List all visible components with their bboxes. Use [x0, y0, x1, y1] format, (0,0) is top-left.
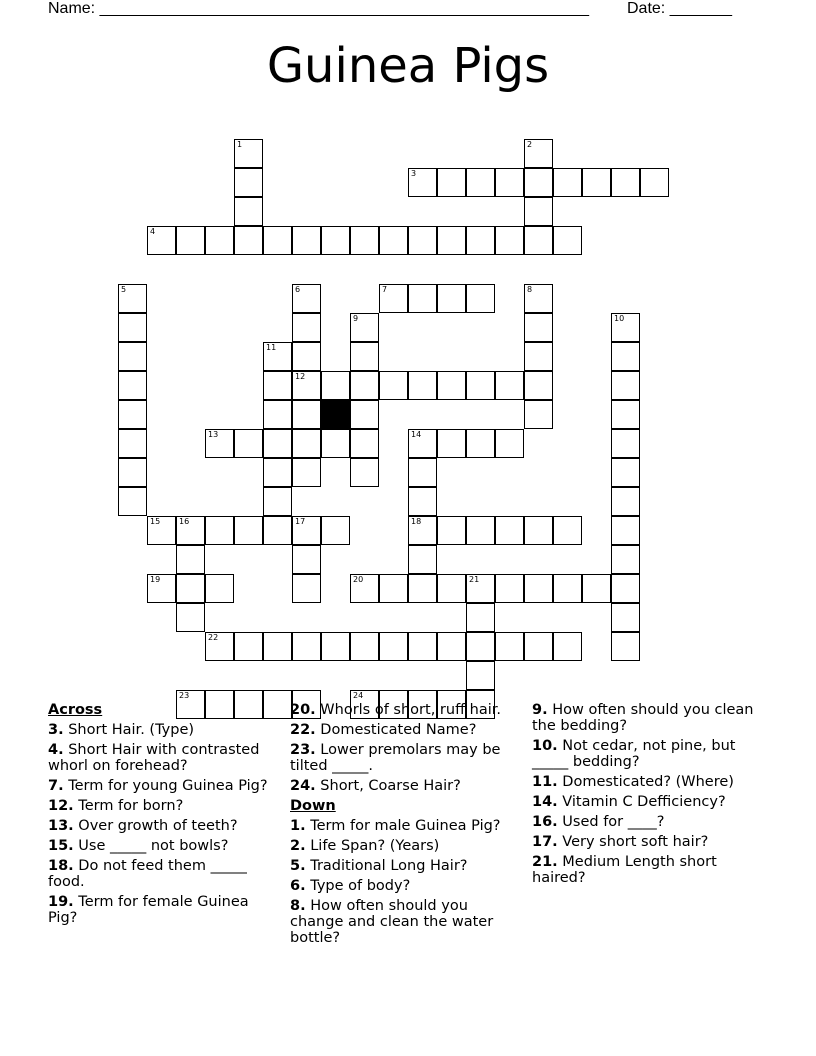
- grid-cell[interactable]: [524, 197, 553, 226]
- grid-cell[interactable]: [437, 574, 466, 603]
- down-clue: [532, 854, 768, 886]
- grid-cell[interactable]: [147, 226, 176, 255]
- grid-cell[interactable]: [524, 574, 553, 603]
- down-clue-list-continued: [532, 702, 768, 886]
- grid-cell[interactable]: [611, 342, 640, 371]
- across-clue: [290, 722, 522, 738]
- grid-cell[interactable]: [292, 371, 321, 400]
- grid-cell[interactable]: [118, 313, 147, 342]
- clue-number: 10: [614, 314, 625, 323]
- clue-number-label: 11.: [532, 774, 558, 790]
- grid-cell[interactable]: [524, 516, 553, 545]
- grid-cell[interactable]: [495, 226, 524, 255]
- clue-text: Term for born?: [73, 798, 184, 814]
- grid-cell[interactable]: [524, 168, 553, 197]
- grid-cell[interactable]: [263, 487, 292, 516]
- grid-cell[interactable]: [350, 342, 379, 371]
- grid-cell[interactable]: [234, 226, 263, 255]
- grid-cell[interactable]: [379, 632, 408, 661]
- clue-text: Lower premolars may be tilted _____.: [290, 742, 501, 774]
- grid-cell[interactable]: [437, 516, 466, 545]
- grid-cell[interactable]: [118, 400, 147, 429]
- clue-text: Not cedar, not pine, but _____ bedding?: [532, 738, 736, 770]
- grid-cell[interactable]: [263, 371, 292, 400]
- clue-number-label: 8.: [290, 898, 306, 914]
- clue-text: Domesticated? (Where): [557, 774, 734, 790]
- grid-cell[interactable]: [205, 632, 234, 661]
- clue-number-label: 18.: [48, 858, 74, 874]
- grid-cell[interactable]: [466, 168, 495, 197]
- grid-cell[interactable]: [437, 371, 466, 400]
- clue-number-label: 5.: [290, 858, 306, 874]
- clue-number-label: 22.: [290, 722, 316, 738]
- grid-cell[interactable]: [350, 574, 379, 603]
- clue-number-label: 4.: [48, 742, 64, 758]
- grid-cell[interactable]: [118, 458, 147, 487]
- clue-number: 2: [527, 140, 533, 149]
- across-clue-list: [48, 722, 280, 926]
- grid-cell[interactable]: [495, 429, 524, 458]
- clue-number-label: 24.: [290, 778, 316, 794]
- clue-number: 1: [237, 140, 243, 149]
- grid-cell[interactable]: [292, 284, 321, 313]
- clue-number-label: 16.: [532, 814, 558, 830]
- grid-cell[interactable]: [437, 429, 466, 458]
- across-clue: [290, 778, 522, 794]
- clue-number: 24: [353, 691, 364, 700]
- across-clue-list-continued: [290, 702, 522, 794]
- grid-cell[interactable]: [176, 516, 205, 545]
- grid-cell[interactable]: [408, 284, 437, 313]
- grid-cell[interactable]: [466, 661, 495, 690]
- clue-number: 14: [411, 430, 422, 439]
- clue-number: 9: [353, 314, 359, 323]
- grid-cell[interactable]: [611, 429, 640, 458]
- clue-text: Used for ____?: [557, 814, 665, 830]
- grid-cell[interactable]: [466, 574, 495, 603]
- grid-cell[interactable]: [495, 632, 524, 661]
- clues-column-2: [290, 702, 522, 950]
- grid-cell[interactable]: [321, 371, 350, 400]
- clue-text: Term for male Guinea Pig?: [305, 818, 501, 834]
- grid-cell[interactable]: [234, 197, 263, 226]
- grid-cell[interactable]: [292, 516, 321, 545]
- grid-cell[interactable]: [350, 371, 379, 400]
- clue-number: 8: [527, 285, 533, 294]
- grid-cell[interactable]: [582, 574, 611, 603]
- clue-number: 6: [295, 285, 301, 294]
- clues-column-3: [532, 702, 768, 890]
- grid-cell[interactable]: [292, 342, 321, 371]
- grid-cell[interactable]: [524, 371, 553, 400]
- grid-cell[interactable]: [176, 226, 205, 255]
- grid-cell[interactable]: [292, 400, 321, 429]
- grid-cell[interactable]: [611, 371, 640, 400]
- grid-cell[interactable]: [553, 516, 582, 545]
- clue-number-label: 9.: [532, 702, 548, 718]
- across-clue: [48, 778, 280, 794]
- grid-cell[interactable]: [611, 458, 640, 487]
- grid-cell[interactable]: [292, 226, 321, 255]
- clue-number: 23: [179, 691, 190, 700]
- grid-cell[interactable]: [408, 632, 437, 661]
- grid-cell[interactable]: [611, 168, 640, 197]
- grid-cell[interactable]: [437, 632, 466, 661]
- down-clue: [532, 834, 768, 850]
- clue-number-label: 3.: [48, 722, 64, 738]
- grid-cell[interactable]: [408, 429, 437, 458]
- grid-cell[interactable]: [408, 545, 437, 574]
- grid-cell[interactable]: [292, 313, 321, 342]
- clues-column-1: [48, 702, 280, 930]
- clue-text: Term for female Guinea Pig?: [48, 894, 249, 926]
- grid-cell[interactable]: [524, 400, 553, 429]
- grid-cell[interactable]: [176, 603, 205, 632]
- clue-number: 19: [150, 575, 161, 584]
- grid-cell[interactable]: [611, 400, 640, 429]
- grid-cell[interactable]: [611, 603, 640, 632]
- grid-cell[interactable]: [263, 632, 292, 661]
- clue-number: 4: [150, 227, 156, 236]
- grid-cell[interactable]: [234, 168, 263, 197]
- across-clue: [290, 742, 522, 774]
- clue-text: Medium Length short haired?: [532, 854, 717, 886]
- name-line[interactable]: Name: _______________________________________________________: [48, 0, 589, 17]
- grid-cell[interactable]: [147, 574, 176, 603]
- grid-cell[interactable]: [321, 516, 350, 545]
- grid-cell[interactable]: [205, 574, 234, 603]
- down-clue: [290, 898, 522, 946]
- grid-cell[interactable]: [611, 313, 640, 342]
- across-clue: [48, 722, 280, 738]
- grid-cell[interactable]: [263, 458, 292, 487]
- grid-cell[interactable]: [466, 226, 495, 255]
- clue-number-label: 2.: [290, 838, 306, 854]
- grid-cell[interactable]: [524, 226, 553, 255]
- grid-cell[interactable]: [582, 168, 611, 197]
- clue-number-label: 13.: [48, 818, 74, 834]
- grid-cell[interactable]: [524, 284, 553, 313]
- grid-cell[interactable]: [292, 458, 321, 487]
- grid-cell[interactable]: [379, 284, 408, 313]
- clue-number: 16: [179, 517, 190, 526]
- clue-text: How often should you change and clean the water bottle?: [290, 898, 494, 946]
- grid-cell[interactable]: [466, 632, 495, 661]
- grid-cell[interactable]: [205, 226, 234, 255]
- grid-cell[interactable]: [553, 632, 582, 661]
- across-clue: [290, 702, 522, 718]
- clue-text: Domesticated Name?: [315, 722, 477, 738]
- grid-cell[interactable]: [466, 429, 495, 458]
- across-clue: [48, 894, 280, 926]
- grid-cell[interactable]: [292, 632, 321, 661]
- down-clue: [532, 702, 768, 734]
- clue-text: Short Hair. (Type): [63, 722, 195, 738]
- down-clue: [532, 814, 768, 830]
- grid-cell[interactable]: [379, 371, 408, 400]
- grid-cell[interactable]: [408, 168, 437, 197]
- grid-cell[interactable]: [118, 342, 147, 371]
- clue-text: Vitamin C Defficiency?: [557, 794, 726, 810]
- grid-cell[interactable]: [611, 516, 640, 545]
- clue-number-label: 19.: [48, 894, 74, 910]
- clue-number-label: 21.: [532, 854, 558, 870]
- grid-cell[interactable]: [350, 429, 379, 458]
- grid-cell[interactable]: [611, 632, 640, 661]
- down-clue: [290, 878, 522, 894]
- down-clue: [290, 858, 522, 874]
- down-heading: Down: [290, 798, 336, 814]
- clue-text: How often should you clean the bedding?: [532, 702, 754, 734]
- clue-text: Do not feed them _____ food.: [48, 858, 247, 890]
- grid-cell[interactable]: [553, 168, 582, 197]
- clue-number-label: 14.: [532, 794, 558, 810]
- across-clue: [48, 818, 280, 834]
- clue-number: 5: [121, 285, 127, 294]
- grid-cell[interactable]: [466, 284, 495, 313]
- grid-cell[interactable]: [263, 429, 292, 458]
- clue-text: Whorls of short, ruff hair.: [315, 702, 502, 718]
- grid-cell[interactable]: [234, 516, 263, 545]
- clue-number: 15: [150, 517, 161, 526]
- clue-number-label: 12.: [48, 798, 74, 814]
- grid-cell[interactable]: [495, 371, 524, 400]
- grid-cell[interactable]: [437, 168, 466, 197]
- clue-text: Use _____ not bowls?: [73, 838, 229, 854]
- grid-cell[interactable]: [495, 168, 524, 197]
- grid-cell[interactable]: [466, 371, 495, 400]
- clue-number: 22: [208, 633, 219, 642]
- clue-number: 11: [266, 343, 277, 352]
- grid-cell[interactable]: [408, 226, 437, 255]
- grid-cell[interactable]: [176, 545, 205, 574]
- grid-cell[interactable]: [379, 574, 408, 603]
- grid-cell[interactable]: [495, 574, 524, 603]
- grid-cell[interactable]: [234, 429, 263, 458]
- grid-cell[interactable]: [611, 545, 640, 574]
- clue-text: Life Span? (Years): [305, 838, 440, 854]
- grid-cell[interactable]: [524, 139, 553, 168]
- down-clue: [290, 818, 522, 834]
- clue-number: 17: [295, 517, 306, 526]
- clue-text: Short Hair with contrasted whorl on forehead?: [48, 742, 260, 774]
- clue-number-label: 15.: [48, 838, 74, 854]
- clue-text: Short, Coarse Hair?: [315, 778, 461, 794]
- across-clue: [48, 742, 280, 774]
- grid-cell[interactable]: [292, 545, 321, 574]
- grid-cell[interactable]: [321, 429, 350, 458]
- grid-cell[interactable]: [263, 400, 292, 429]
- across-clue: [48, 858, 280, 890]
- grid-cell[interactable]: [176, 574, 205, 603]
- grid-cell[interactable]: [350, 313, 379, 342]
- clue-number-label: 1.: [290, 818, 306, 834]
- black-cell: [321, 400, 350, 429]
- grid-cell[interactable]: [205, 516, 234, 545]
- grid-cell[interactable]: [408, 487, 437, 516]
- clue-text: Very short soft hair?: [557, 834, 709, 850]
- grid-cell[interactable]: [118, 487, 147, 516]
- clue-text: Term for young Guinea Pig?: [63, 778, 268, 794]
- across-heading: Across: [48, 702, 103, 718]
- grid-cell[interactable]: [495, 516, 524, 545]
- grid-cell[interactable]: [350, 400, 379, 429]
- grid-cell[interactable]: [205, 429, 234, 458]
- grid-cell[interactable]: [437, 284, 466, 313]
- clue-text: Over growth of teeth?: [73, 818, 238, 834]
- clue-number: 20: [353, 575, 364, 584]
- clue-number-label: 23.: [290, 742, 316, 758]
- clue-text: Traditional Long Hair?: [305, 858, 468, 874]
- grid-cell[interactable]: [263, 226, 292, 255]
- grid-cell[interactable]: [292, 574, 321, 603]
- grid-cell[interactable]: [292, 429, 321, 458]
- grid-cell[interactable]: [466, 516, 495, 545]
- across-clue: [48, 838, 280, 854]
- clue-number: 12: [295, 372, 306, 381]
- clue-number-label: 17.: [532, 834, 558, 850]
- puzzle-title: Guinea Pigs: [266, 38, 550, 94]
- down-clue: [532, 774, 768, 790]
- grid-cell[interactable]: [234, 632, 263, 661]
- grid-cell[interactable]: [234, 139, 263, 168]
- grid-cell[interactable]: [408, 516, 437, 545]
- grid-cell[interactable]: [321, 226, 350, 255]
- clue-number-label: 20.: [290, 702, 316, 718]
- clue-number-label: 10.: [532, 738, 558, 754]
- clue-number: 18: [411, 517, 422, 526]
- grid-cell[interactable]: [553, 226, 582, 255]
- grid-cell[interactable]: [147, 516, 176, 545]
- grid-cell[interactable]: [611, 574, 640, 603]
- grid-cell[interactable]: [408, 458, 437, 487]
- grid-cell[interactable]: [611, 487, 640, 516]
- grid-cell[interactable]: [118, 429, 147, 458]
- clue-number: 21: [469, 575, 480, 584]
- clue-number: 7: [382, 285, 388, 294]
- grid-cell[interactable]: [408, 371, 437, 400]
- grid-cell[interactable]: [350, 226, 379, 255]
- grid-cell[interactable]: [553, 574, 582, 603]
- grid-cell[interactable]: [350, 458, 379, 487]
- grid-cell[interactable]: [408, 574, 437, 603]
- clue-number-label: 6.: [290, 878, 306, 894]
- clue-text: Type of body?: [305, 878, 411, 894]
- grid-cell[interactable]: [118, 284, 147, 313]
- grid-cell[interactable]: [321, 632, 350, 661]
- grid-cell[interactable]: [524, 342, 553, 371]
- down-clue: [532, 794, 768, 810]
- grid-cell[interactable]: [524, 313, 553, 342]
- clue-number: 3: [411, 169, 417, 178]
- down-clue-list: [290, 818, 522, 946]
- clue-number-label: 7.: [48, 778, 64, 794]
- grid-cell[interactable]: [466, 603, 495, 632]
- grid-cell[interactable]: [379, 226, 408, 255]
- down-clue: [532, 738, 768, 770]
- grid-cell[interactable]: [118, 371, 147, 400]
- grid-cell[interactable]: [640, 168, 669, 197]
- grid-cell[interactable]: [263, 342, 292, 371]
- grid-cell[interactable]: [350, 632, 379, 661]
- across-clue: [48, 798, 280, 814]
- grid-cell[interactable]: [263, 516, 292, 545]
- clue-number: 13: [208, 430, 219, 439]
- grid-cell[interactable]: [437, 226, 466, 255]
- grid-cell[interactable]: [524, 632, 553, 661]
- down-clue: [290, 838, 522, 854]
- date-line[interactable]: Date: _______: [627, 0, 732, 17]
